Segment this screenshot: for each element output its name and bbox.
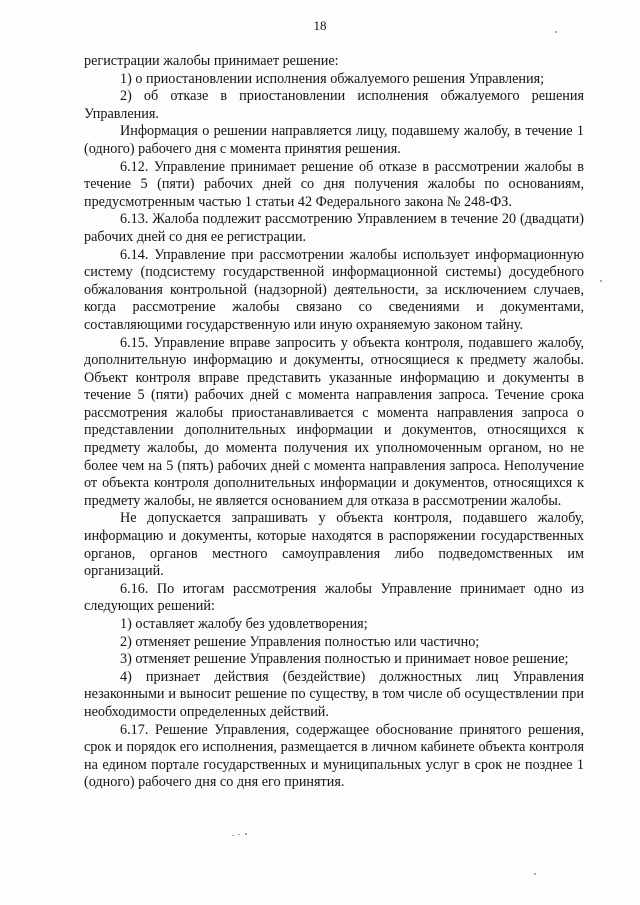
paragraph: 3) отменяет решение Управления полностью и принимает новое решение; xyxy=(120,651,569,668)
scan-speck xyxy=(555,31,557,33)
paragraph: 6.17. Решение Управления, содержащее обоснование принятого решения, срок и порядок его исполнения, размещается в личном кабинете объекта контроля на едином портале государственных и муниципальных услуг в срок не позднее 1 (одного) рабочего дня со дня его принятия. xyxy=(84,721,584,791)
paragraph: регистрации жалобы принимает решение: xyxy=(84,53,339,69)
paragraph: Не допускается запрашивать у объекта контроля, подавшего жалобу, информацию и документы, которые находятся в распоряжении государственных органов, органов местного самоуправления либо подведомственных им организаций. xyxy=(84,510,584,580)
paragraph: 4) признает действия (бездействие) должностных лиц Управления незаконными и выносит решение по существу, в том числе об осуществлении при необходимости определенных действий. xyxy=(84,668,584,720)
paragraph: 2) об отказе в приостановлении исполнения обжалуемого решения Управления. xyxy=(84,88,584,122)
page-number: 18 xyxy=(313,18,327,33)
scan-speck xyxy=(232,835,234,836)
scan-speck xyxy=(600,280,602,282)
document-body xyxy=(84,53,584,792)
paragraph: 1) оставляет жалобу без удовлетворения; xyxy=(120,616,368,632)
scan-speck xyxy=(238,834,240,835)
paragraph: 2) отменяет решение Управления полностью или частично; xyxy=(120,633,480,650)
paragraph: 1) о приостановлении исполнения обжалуемого решения Управления; xyxy=(120,70,545,87)
scan-speck xyxy=(534,873,536,875)
paragraph: Информация о решении направляется лицу, подавшему жалобу, в течение 1 (одного) рабочего дня с момента принятия решения. xyxy=(84,123,584,157)
paragraph: 6.12. Управление принимает решение об отказе в рассмотрении жалобы в течение 5 (пяти) рабочих дней со дня получения жалобы по основаниям, предусмотренным частью 1 статьи 42 Федерального закона № 248-ФЗ. xyxy=(84,158,584,210)
paragraph: 6.14. Управление при рассмотрении жалобы использует информационную систему (подсистему государственной информационной системы) досудебного обжалования контрольной (надзорной) деятельности, за исключением случаев, когда рассмотрение жалобы связано со сведениями и документами, составляющими государственную или иную охраняемую законом тайну. xyxy=(84,246,584,333)
scan-speck xyxy=(245,833,247,835)
paragraph: 6.16. По итогам рассмотрения жалобы Управление принимает одно из следующих решений: xyxy=(84,580,584,615)
paragraph: 6.15. Управление вправе запросить у объекта контроля, подавшего жалобу, дополнительную информацию и документы, относящиеся к предмету жалобы. Объект контроля вправе представить указанные информацию и документы в течение 5 (пяти) рабочих дней с момента направления запроса. Течение срока рассмотрения жалобы приостанавливается с момента направления запроса о представлении дополнительных информации и документов, относящихся к предмету жалобы, до момента получения их уполномоченным органом, но не более чем на 5 (пять) рабочих дней с момента направления запроса. Неполучение от объекта контроля дополнительных информации и документов, относящихся к предмету жалобы, не является основанием для отказа в рассмотрении жалобы. xyxy=(84,334,584,509)
paragraph: 6.13. Жалоба подлежит рассмотрению Управлением в течение 20 (двадцати) рабочих дней со дня ее регистрации. xyxy=(84,211,584,245)
